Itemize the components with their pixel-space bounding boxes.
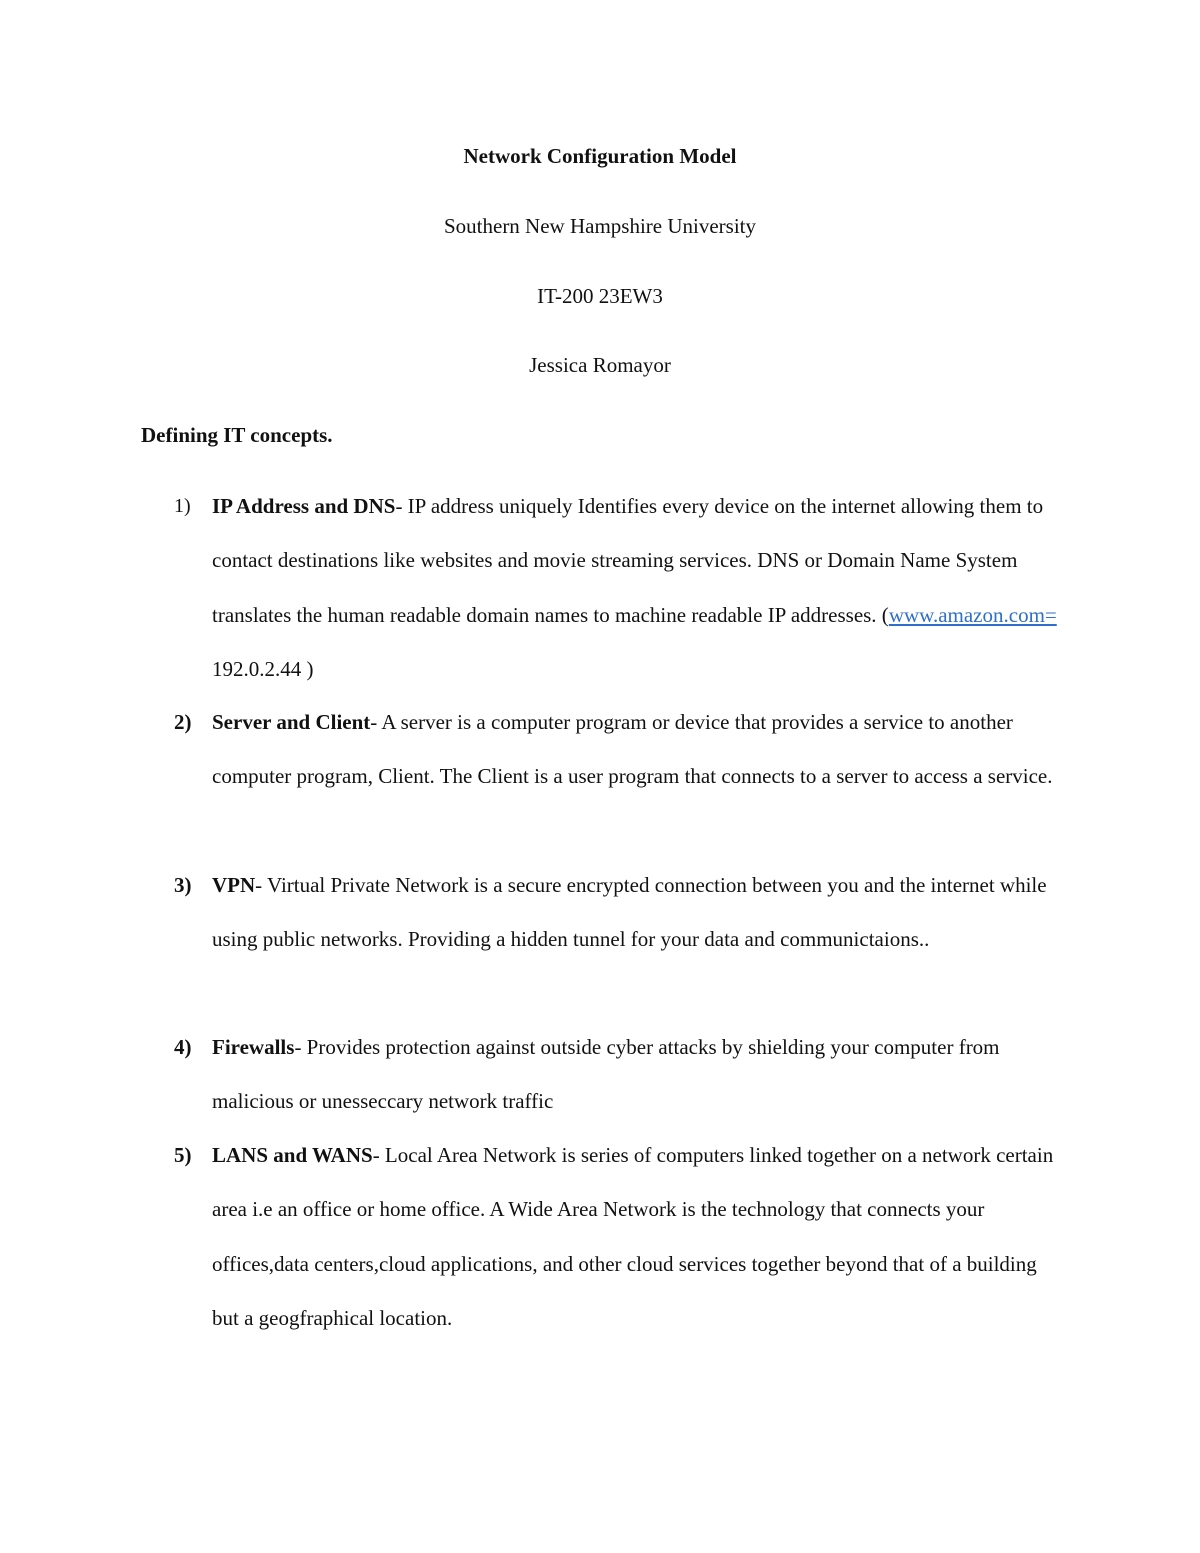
section-heading: Defining IT concepts. bbox=[141, 423, 333, 447]
amazon-link[interactable]: www.amazon.com= bbox=[888, 602, 1057, 627]
document-title: Network Configuration Model bbox=[463, 144, 737, 168]
list-item-number: 4) bbox=[174, 1035, 192, 1059]
list-item-body bbox=[212, 858, 1062, 967]
list-item-term: Server and Client bbox=[212, 710, 371, 734]
list-item-term: LANS and WANS bbox=[212, 1143, 373, 1167]
institution-name: Southern New Hampshire University bbox=[443, 214, 757, 238]
list-item-number: 1) bbox=[174, 495, 191, 517]
author-name: Jessica Romayor bbox=[529, 353, 671, 377]
list-item-term: VPN bbox=[212, 873, 256, 897]
list-item-number: 5) bbox=[174, 1143, 192, 1167]
list-item-text: - A server is a computer program or device that provides a service to another computer program, Client. The Client is a user program that connects to a server to access a service. bbox=[212, 710, 1053, 789]
list-item-body bbox=[212, 479, 1062, 696]
list-item-number: 3) bbox=[174, 873, 192, 897]
list-item-text: - IP address uniquely Identifies every device on the internet allowing them to contact destinations like websites and movie streaming services. DNS or Domain Name System translates the human readable domain names to machine readable IP addresses. ( bbox=[212, 494, 1044, 627]
list-item-text-after: 192.0.2.44 ) bbox=[212, 656, 314, 681]
list-item-body bbox=[212, 695, 1062, 804]
list-item-number: 2) bbox=[174, 710, 192, 734]
list-item-text: - Virtual Private Network is a secure encrypted connection between you and the internet while using public networks. Providing a hidden tunnel for your data and communictaions.. bbox=[212, 873, 1047, 952]
list-item-term: IP Address and DNS bbox=[212, 494, 396, 518]
list-item-term: Firewalls bbox=[212, 1035, 295, 1059]
list-item-body bbox=[212, 1020, 1062, 1129]
list-item-text: - Provides protection against outside cyber attacks by shielding your computer from malicious or unesseccary network traffic bbox=[212, 1035, 1000, 1114]
course-code: IT-200 23EW3 bbox=[537, 284, 663, 308]
list-item-text: - Local Area Network is series of computers linked together on a network certain area i.e an office or home office. A Wide Area Network is the technology that connects your offices,data centers,cloud applications, and other cloud services together beyond that of a building but a geogfraphical location. bbox=[212, 1143, 1054, 1330]
list-item-body bbox=[212, 1128, 1062, 1345]
